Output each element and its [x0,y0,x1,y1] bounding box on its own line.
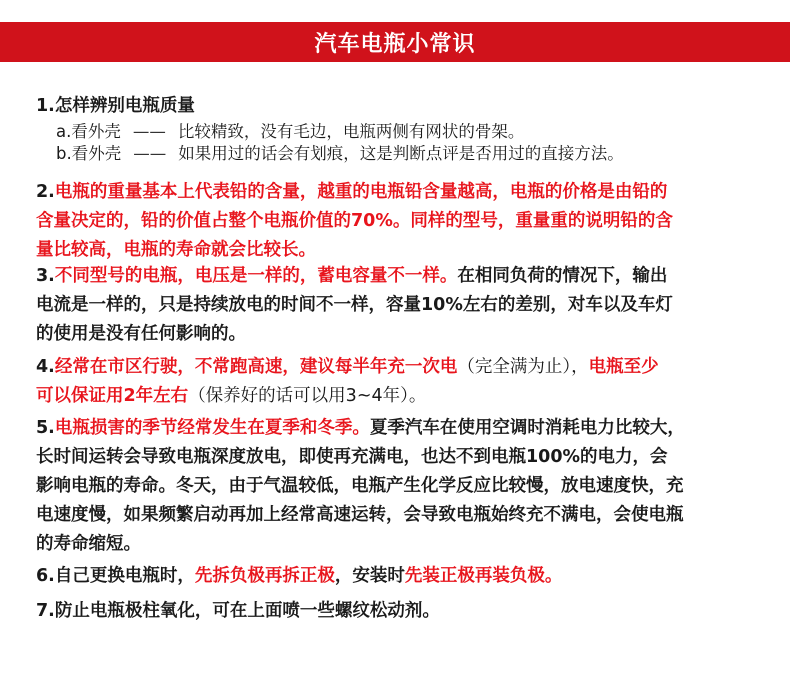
body-text: 电速度慢，如果频繁启动再加上经常高速运转，会导致电瓶始终充不满电，会使电瓶 [36,505,684,525]
tip-line [36,236,673,265]
highlight-text: 电瓶至少 [588,357,659,377]
tip-line [36,501,685,530]
tip-heading: 1.怎样辨别电瓶质量 [36,96,195,116]
note-text: （完全满为止）， [457,357,589,377]
highlight-text: 先装正极再装负极。 [404,566,563,586]
tip-item-4 [36,353,659,411]
note-text: （保养好的话可以用3~4年）。 [188,386,427,406]
tip-line [36,597,440,626]
body-text: 夏季汽车在使用空调时消耗电力比较大， [369,418,685,438]
body-text: 在相同负荷的情况下，输出 [457,266,668,286]
highlight-text: 量比较高，电瓶的寿命就会比较长。 [36,240,316,260]
tip-line [36,262,673,291]
tip-item-6 [36,562,562,591]
highlight-text: 经常在市区行驶，不常跑高速，建议每半年充一次电 [54,357,458,377]
highlight-text: 不同型号的电瓶，电压是一样的，蓄电容量不一样。 [54,266,458,286]
page-title: 汽车电瓶小常识 [314,31,476,57]
tip-line [36,291,673,320]
tip-item-3 [36,262,673,349]
highlight-text: 先拆负极再拆正极 [194,566,335,586]
highlight-text: 含量决定的，铅的价值占整个电瓶价值的70%。同样的型号，重量重的说明铅的含 [36,211,673,231]
body-text: 7.防止电瓶极柱氧化，可在上面喷一些螺纹松动剂。 [36,601,440,621]
tip-line [36,562,562,591]
tip-sub-b [36,143,624,165]
body-text: 2. [36,182,55,202]
tip-item-5 [36,414,685,559]
tip-item-2 [36,178,673,265]
dash-separator: —— [133,144,167,163]
tip-line [36,472,685,501]
body-text: 影响电瓶的寿命。冬天，由于气温较低，电瓶产生化学反应比较慢，放电速度快，充 [36,476,684,496]
body-text: 6.自己更换电瓶时， [36,566,195,586]
body-text: 的寿命缩短。 [36,534,141,554]
sub-label: b.看外壳 [56,144,122,163]
tip-line [36,320,673,349]
tip-sub-a [36,121,624,143]
sub-text: 比较精致，没有毛边，电瓶两侧有网状的骨架。 [177,122,525,141]
body-text: 5. [36,418,55,438]
body-text: 3. [36,266,55,286]
tip-line [36,530,685,559]
highlight-text: 电瓶的重量基本上代表铅的含量，越重的电瓶铅含量越高，电瓶的价格是由铅的 [54,182,668,202]
tip-line [36,207,673,236]
highlight-text: 电瓶损害的季节经常发生在夏季和冬季。 [54,418,370,438]
sub-label: a.看外壳 [56,122,121,141]
tip-item-1 [36,92,624,165]
body-text: ，安装时 [334,566,405,586]
tip-line [36,178,673,207]
tip-line [36,443,685,472]
tip-line [36,382,659,411]
body-text: 电流是一样的，只是持续放电的时间不一样，容量10%左右的差别，对车以及车灯 [36,295,673,315]
dash-separator: —— [132,122,166,141]
tip-line [36,414,685,443]
sub-text: 如果用过的话会有划痕，这是判断点评是否用过的直接方法。 [178,144,624,163]
highlight-text: 可以保证用2年左右 [36,386,189,406]
tip-item-7 [36,597,440,626]
body-text: 的使用是没有任何影响的。 [36,324,246,344]
title-bar [0,22,790,62]
body-text: 长时间运转会导致电瓶深度放电，即使再充满电，也达不到电瓶100%的电力，会 [36,447,668,467]
tip-line [36,353,659,382]
body-text: 4. [36,357,55,377]
